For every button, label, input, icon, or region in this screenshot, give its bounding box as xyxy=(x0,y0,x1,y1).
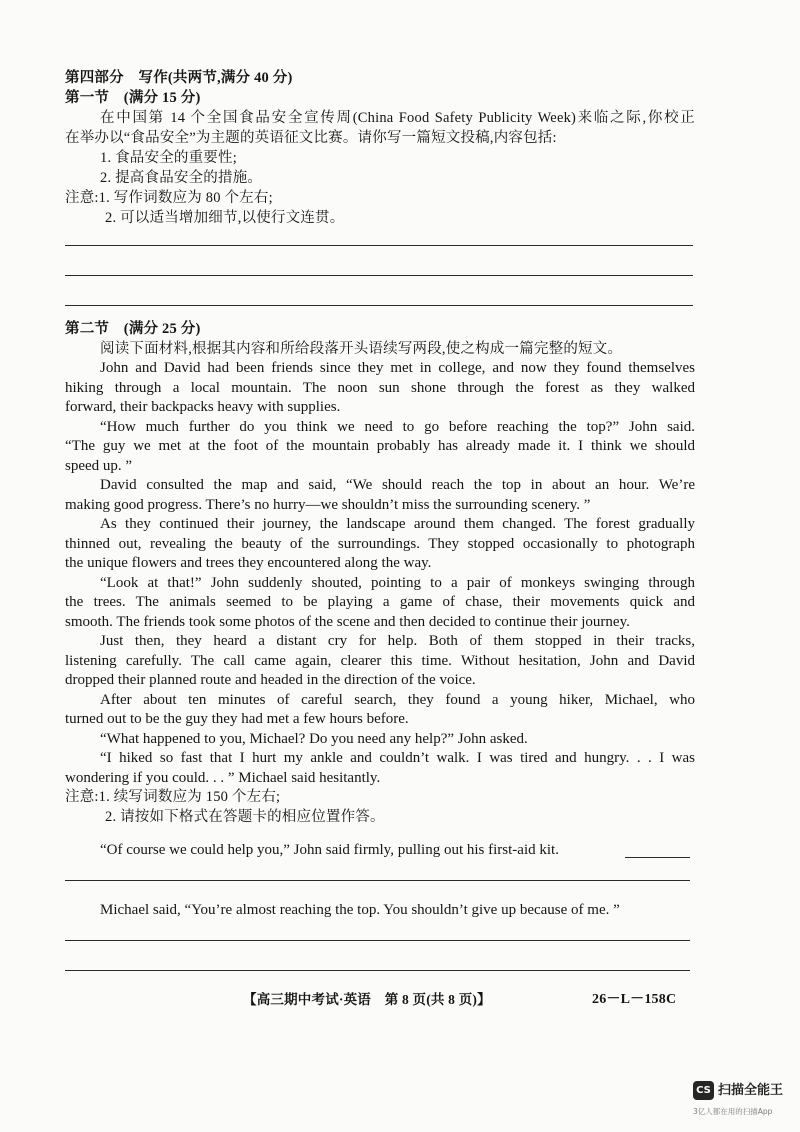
answer-line xyxy=(65,970,690,971)
content-point: 1. 食品安全的重要性; xyxy=(100,150,237,166)
passage-paragraph xyxy=(65,476,695,515)
passage-paragraph xyxy=(65,515,695,574)
passage-line: Just then, they heard a distant cry for help. Both of them stopped in their tracks, xyxy=(100,633,695,650)
passage-line: making good progress. There’s no hurry—we shouldn’t miss the surrounding scenery. ” xyxy=(65,496,591,513)
passage-line: David consulted the map and said, “We should reach the top in about an hour. We’re xyxy=(100,477,695,494)
passage-paragraph xyxy=(65,632,695,691)
answer-blank xyxy=(625,857,690,858)
section-1-title: 第一节 (满分 15 分) xyxy=(65,90,201,106)
passage-line: the trees. The animals seemed to be playing a game of chase, their movements quick and xyxy=(65,594,695,611)
passage-paragraph xyxy=(65,730,695,750)
note-line: 2. 可以适当增加细节,以使行文连贯。 xyxy=(105,210,345,226)
part-title: 第四部分 写作(共两节,满分 40 分) xyxy=(65,70,293,86)
answer-line xyxy=(65,940,690,941)
scanner-tagline: 3亿人都在用的扫描App xyxy=(693,1107,773,1116)
passage-line: speed up. ” xyxy=(65,457,133,474)
passage-line: “I hiked so fast that I hurt my ankle and couldn’t walk. I was tired and hungry. . . I was xyxy=(100,750,695,767)
passage-line: forward, their backpacks heavy with supplies. xyxy=(65,399,341,416)
note-line: 注意:1. 续写词数应为 150 个左右; xyxy=(65,789,281,806)
exam-code: 26－L－158C xyxy=(592,992,677,1007)
cs-logo-icon: CS xyxy=(693,1081,714,1100)
section-2-title: 第二节 (满分 25 分) xyxy=(65,321,201,337)
passage-line: dropped their planned route and headed in the direction of the voice. xyxy=(65,672,476,689)
scanner-brand: 扫描全能王 xyxy=(718,1083,784,1098)
note-line: 2. 请按如下格式在答题卡的相应位置作答。 xyxy=(105,808,385,825)
answer-line xyxy=(65,245,693,246)
continuation-instruction: 阅读下面材料,根据其内容和所给段落开头语续写两段,使之构成一篇完整的短文。 xyxy=(100,340,623,357)
passage-paragraph xyxy=(65,749,695,788)
passage-line: After about ten minutes of careful search, they found a young hiker, Michael, who xyxy=(100,691,695,708)
answer-line xyxy=(65,880,690,881)
writing-section-1 xyxy=(65,68,695,228)
passage-paragraph xyxy=(65,574,695,633)
passage-line: the unique flowers and trees they encountered along the way. xyxy=(65,555,432,572)
answer-line xyxy=(65,305,693,306)
passage-line: turned out to be the guy they had met a few hours before. xyxy=(65,711,409,728)
page-footer-label: 【高三期中考试·英语 第 8 页(共 8 页)】 xyxy=(243,992,491,1007)
passage-line: listening carefully. The call came again, clearer this time. Without hesitation, John and David xyxy=(65,652,695,669)
passage-line: “How much further do you think we need to go before reaching the top?” John said. xyxy=(100,418,695,435)
passage-line: As they continued their journey, the landscape around them changed. The forest gradually xyxy=(100,516,695,533)
passage-line: John and David had been friends since they met in college, and now they found themselves xyxy=(100,360,695,377)
answer-line xyxy=(65,275,693,276)
passage-line: thinned out, revealing the beauty of the surroundings. They stopped occasionally to photograph xyxy=(65,535,695,552)
writing-section-2 xyxy=(65,320,695,827)
paragraph-opener-1: “Of course we could help you,” John said firmly, pulling out his first-aid kit. xyxy=(100,842,559,858)
passage-line: hiking through a local mountain. The noon sun shone through the forest as they walked xyxy=(65,379,695,396)
note-line: 注意:1. 写作词数应为 80 个左右; xyxy=(65,190,273,206)
passage-line: “The guy we met at the foot of the mountain probably has already made it. I think we should xyxy=(65,438,695,455)
passage-line: “What happened to you, Michael? Do you need any help?” John asked. xyxy=(100,730,528,747)
passage-paragraph xyxy=(65,359,695,418)
prompt-line: 在举办以“食品安全”为主题的英语征文比赛。请你写一篇短文投稿,内容包括: xyxy=(65,130,557,146)
camscanner-watermark xyxy=(693,1080,793,1120)
passage-paragraph xyxy=(65,418,695,477)
passage-line: “Look at that!” John suddenly shouted, pointing to a pair of monkeys swinging through xyxy=(100,574,695,591)
passage-line: wondering if you could. . . ” Michael said hesitantly. xyxy=(65,769,381,786)
paragraph-opener-2: Michael said, “You’re almost reaching the top. You shouldn’t give up because of me. ” xyxy=(100,902,620,918)
passage-paragraph xyxy=(65,691,695,730)
content-point: 2. 提高食品安全的措施。 xyxy=(100,170,263,186)
prompt-line: 在中国第 14 个全国食品安全宣传周(China Food Safety Publicity Week)来临之际,你校正 xyxy=(100,110,695,126)
passage-line: smooth. The friends took some photos of the scene and then decided to continue their journey. xyxy=(65,613,630,630)
